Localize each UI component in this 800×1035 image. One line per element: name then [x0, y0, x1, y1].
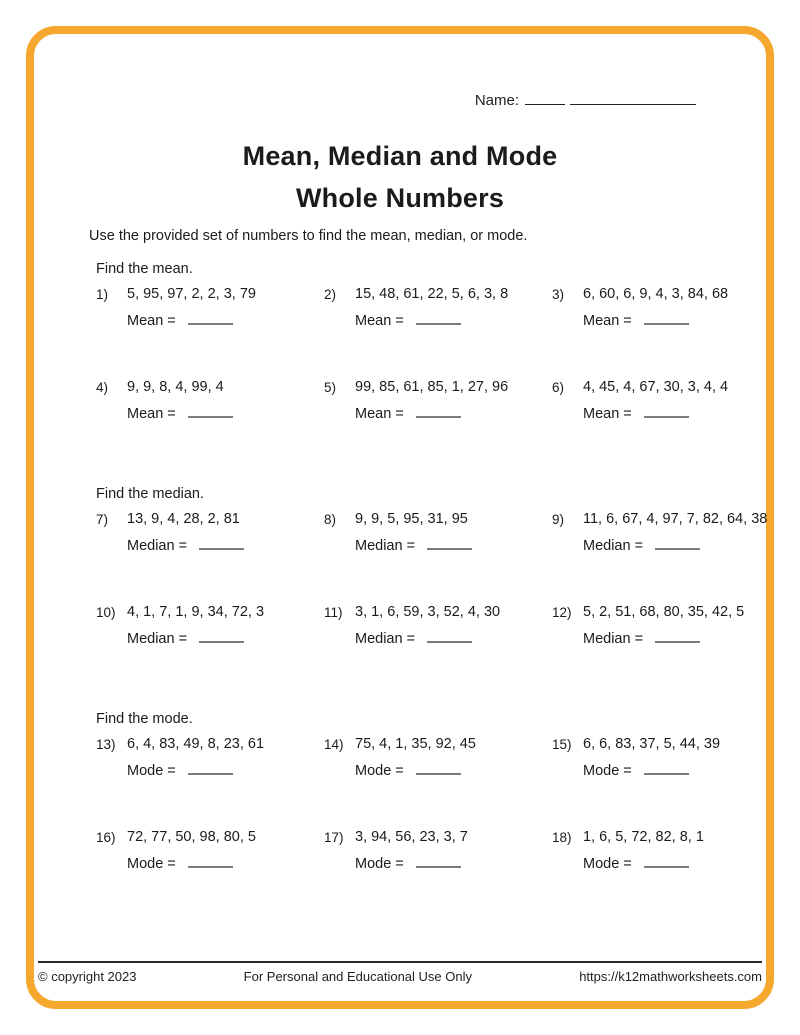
answer-label: Mode = [355, 856, 404, 872]
answer-label: Mean = [355, 406, 404, 422]
answer-blank [188, 405, 233, 418]
problem-14 [324, 736, 552, 779]
answer-label: Median = [355, 631, 416, 647]
problem-numbers: 3, 1, 6, 59, 3, 52, 4, 30 [355, 604, 501, 620]
problem-5 [324, 379, 552, 422]
problem-numbers: 13, 9, 4, 28, 2, 81 [127, 511, 240, 527]
answer-label: Mean = [127, 406, 176, 422]
problem-6 [552, 379, 728, 422]
worksheet-page [68, 68, 768, 967]
answer-blank [416, 855, 461, 868]
answer-blank [655, 537, 700, 550]
answer-label: Mean = [583, 406, 632, 422]
problem-4 [96, 379, 324, 422]
problem-number: 18) [552, 830, 572, 845]
problem-9 [552, 511, 767, 554]
answer-blank [644, 405, 689, 418]
problem-number: 5) [324, 380, 337, 395]
section-mean [88, 261, 729, 422]
problem-17 [324, 829, 552, 872]
page-title-line2: Whole Numbers [295, 183, 505, 213]
problem-numbers: 6, 4, 83, 49, 8, 23, 61 [127, 736, 265, 752]
instructions-text: Use the provided set of numbers to find the mean, median, or mode. [89, 228, 528, 244]
problem-number: 7) [96, 512, 109, 527]
problem-number: 14) [324, 737, 344, 752]
answer-blank [416, 762, 461, 775]
problem-number: 10) [96, 605, 116, 620]
problem-number: 16) [96, 830, 116, 845]
problem-10 [96, 604, 324, 647]
section-mean-heading: Find the mean. [96, 261, 193, 277]
answer-label: Median = [127, 631, 188, 647]
section-mode [88, 711, 721, 872]
problem-numbers: 6, 6, 83, 37, 5, 44, 39 [583, 736, 721, 752]
median-row-1 [96, 511, 768, 554]
answer-blank [427, 537, 472, 550]
answer-blank [427, 630, 472, 643]
answer-label: Mean = [583, 313, 632, 329]
problem-11 [324, 604, 552, 647]
name-row [88, 92, 712, 109]
problem-number: 11) [324, 605, 343, 620]
problem-8 [324, 511, 552, 554]
problem-16 [96, 829, 324, 872]
problem-numbers: 1, 6, 5, 72, 82, 8, 1 [583, 829, 704, 845]
answer-label: Mean = [355, 313, 404, 329]
problem-number: 15) [552, 737, 572, 752]
problem-numbers: 9, 9, 8, 4, 99, 4 [127, 379, 224, 395]
answer-label: Median = [355, 538, 416, 554]
footer [38, 961, 762, 984]
mean-row-2 [96, 379, 729, 422]
answer-blank [644, 312, 689, 325]
answer-blank [655, 630, 700, 643]
problem-number: 6) [552, 380, 565, 395]
answer-label: Median = [583, 631, 644, 647]
median-row-2 [96, 604, 745, 647]
problem-numbers: 5, 2, 51, 68, 80, 35, 42, 5 [583, 604, 745, 620]
problem-number: 3) [552, 287, 565, 302]
problem-2 [324, 286, 552, 329]
problem-numbers: 5, 95, 97, 2, 2, 3, 79 [127, 286, 256, 302]
problem-number: 1) [96, 287, 109, 302]
answer-label: Median = [583, 538, 644, 554]
answer-blank [188, 762, 233, 775]
problem-13 [96, 736, 324, 779]
problem-number: 2) [324, 287, 337, 302]
answer-blank [644, 855, 689, 868]
problem-numbers: 9, 9, 5, 95, 31, 95 [355, 511, 468, 527]
answer-blank [188, 855, 233, 868]
problem-numbers: 72, 77, 50, 98, 80, 5 [127, 829, 256, 845]
site-url: https://k12mathworksheets.com [579, 969, 762, 984]
section-median-heading: Find the median. [96, 486, 205, 502]
problem-3 [552, 286, 728, 329]
copyright-text: © copyright 2023 [38, 969, 137, 984]
problem-numbers: 99, 85, 61, 85, 1, 27, 96 [355, 379, 509, 395]
answer-label: Mode = [127, 856, 176, 872]
name-underline-short [525, 92, 565, 105]
page-title-line1: Mean, Median and Mode [242, 141, 558, 171]
answer-blank [199, 537, 244, 550]
answer-blank [199, 630, 244, 643]
problem-number: 4) [96, 380, 109, 395]
problem-numbers: 75, 4, 1, 35, 92, 45 [355, 736, 476, 752]
problem-numbers: 4, 1, 7, 1, 9, 34, 72, 3 [127, 604, 265, 620]
problem-18 [552, 829, 712, 872]
mean-row-1 [96, 286, 729, 329]
problem-number: 9) [552, 512, 565, 527]
problem-numbers: 6, 60, 6, 9, 4, 3, 84, 68 [583, 286, 729, 302]
answer-label: Mean = [127, 313, 176, 329]
answer-label: Mode = [355, 763, 404, 779]
answer-blank [416, 405, 461, 418]
problem-numbers: 11, 6, 67, 4, 97, 7, 82, 64, 38 [583, 511, 768, 527]
problem-numbers: 15, 48, 61, 22, 5, 6, 3, 8 [355, 286, 509, 302]
answer-label: Mode = [583, 763, 632, 779]
name-label: Name: [474, 92, 519, 109]
worksheet-border-frame [26, 26, 774, 1009]
problem-number: 13) [96, 737, 116, 752]
answer-blank [644, 762, 689, 775]
answer-label: Mode = [583, 856, 632, 872]
answer-label: Mode = [127, 763, 176, 779]
page-title [88, 135, 712, 219]
problem-numbers: 3, 94, 56, 23, 3, 7 [355, 829, 468, 845]
problem-12 [552, 604, 744, 647]
section-mode-heading: Find the mode. [96, 711, 193, 727]
problem-numbers: 4, 45, 4, 67, 30, 3, 4, 4 [583, 379, 729, 395]
name-underline-long [570, 92, 696, 105]
problem-7 [96, 511, 324, 554]
problem-number: 12) [552, 605, 572, 620]
problem-number: 8) [324, 512, 337, 527]
problem-1 [96, 286, 324, 329]
usage-text: For Personal and Educational Use Only [243, 969, 473, 984]
problem-number: 17) [324, 830, 344, 845]
mode-row-2 [96, 829, 712, 872]
mode-row-1 [96, 736, 721, 779]
answer-blank [416, 312, 461, 325]
answer-blank [188, 312, 233, 325]
problem-15 [552, 736, 720, 779]
section-median [88, 486, 768, 647]
answer-label: Median = [127, 538, 188, 554]
